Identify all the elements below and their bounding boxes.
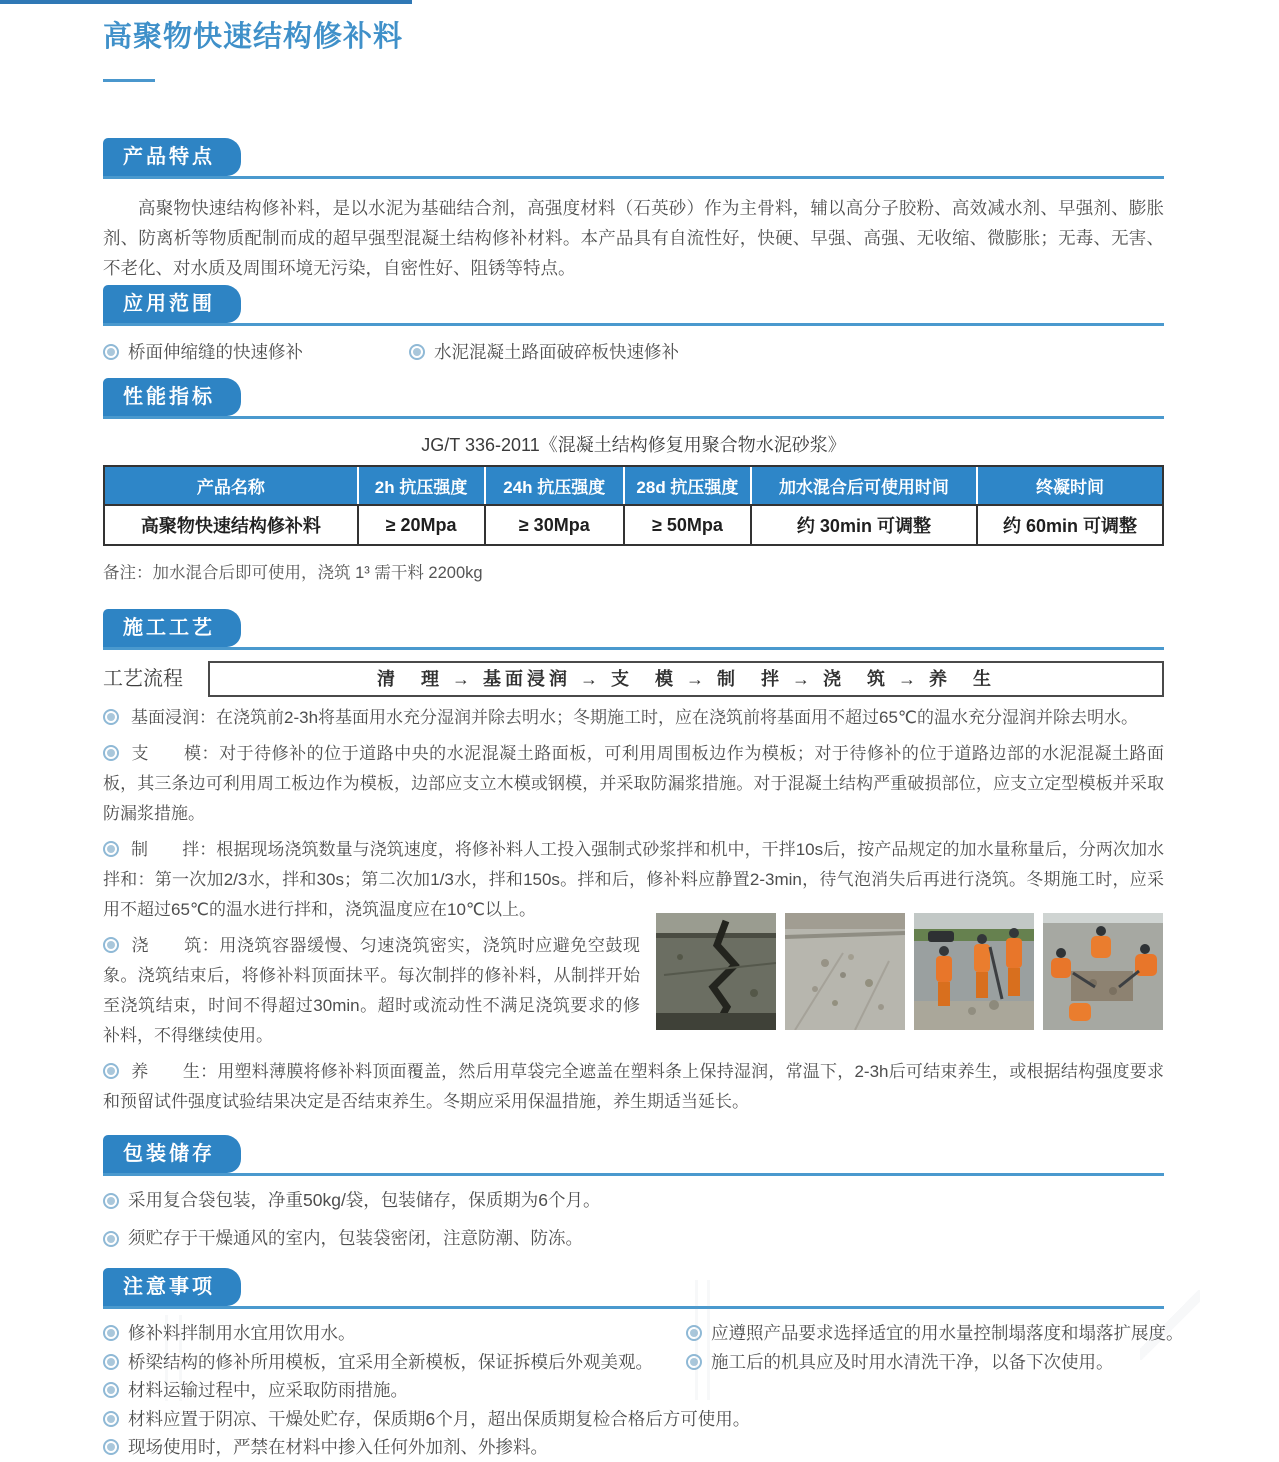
process-flow-row	[103, 661, 1164, 697]
note-item-label: 材料运输过程中，应采取防雨措施。	[128, 1380, 408, 1400]
step-text: 根据现场浇筑数量与浇筑速度，将修补料人工投入强制式砂浆拌和机中，干拌10s后，按产品规定的加水量称量后，分两次加水拌和：第一次加2/3水，拌和30s；第二次加1/3水，拌和150s。拌和后，修补料应静置2-3min，待气泡消失后再进行浇筑。冬期施工时，应采用不超过65℃的温水进行拌和，浇筑温度应在10℃以上。	[103, 840, 1164, 919]
flow-label: 工艺流程	[103, 668, 183, 690]
note-item-label: 桥梁结构的修补所用模板，宜采用全新模板，保证拆模后外观美观。	[128, 1351, 653, 1372]
column-header: 终凝时间	[978, 467, 1162, 504]
note-item-label: 施工后的机具应及时用水清洗干净，以备下次使用。	[711, 1351, 1114, 1372]
list-item	[103, 1376, 686, 1405]
application-list	[103, 338, 1164, 366]
list-item	[103, 1348, 686, 1377]
ring-bullet-icon	[103, 1382, 119, 1398]
packaging-item-label: 采用复合袋包装，净重50kg/袋，包装储存，保质期为6个月。	[128, 1190, 601, 1210]
column-header: 24h 抗压强度	[486, 467, 626, 504]
section-header-process	[103, 609, 1164, 650]
process-step-soaking	[103, 703, 1164, 733]
section-header-packaging	[103, 1135, 1164, 1176]
list-item	[103, 1187, 1164, 1214]
list-item	[103, 1319, 686, 1348]
product-datasheet-page	[103, 0, 1184, 1462]
column-header: 28d 抗压强度	[625, 467, 752, 504]
table-cell: ≥ 30Mpa	[486, 504, 626, 544]
notes-tab-label: 注意事项	[103, 1268, 241, 1306]
standard-caption: JG/T 336-2011《混凝土结构修复用聚合物水泥砂浆》	[421, 435, 846, 455]
table-cell: ≥ 20Mpa	[359, 504, 486, 544]
ring-bullet-icon	[103, 1325, 119, 1341]
ring-bullet-icon	[103, 1354, 119, 1370]
table-cell: 约 60min 可调整	[978, 504, 1162, 544]
workers-repairing-photo	[1043, 913, 1163, 1030]
construction-photos	[656, 913, 1164, 1030]
ring-bullet-icon	[103, 937, 119, 953]
application-item-label: 水泥混凝土路面破碎板快速修补	[434, 342, 679, 362]
process-step-formwork	[103, 739, 1164, 829]
process-tab-label: 施工工艺	[103, 609, 241, 647]
notes-list	[103, 1319, 1184, 1462]
table-footnote: 备注：加水混合后即可使用，浇筑 1³ 需干料 2200kg	[103, 564, 483, 582]
process-step-pouring-wrap	[103, 931, 1164, 1051]
column-header: 加水混合后可使用时间	[752, 467, 978, 504]
performance-tab-label: 性能指标	[103, 378, 241, 416]
page-title: 高聚物快速结构修补料	[103, 21, 404, 53]
step-label: 基面浸润：	[131, 708, 216, 727]
step-text: 对于待修补的位于道路中央的水泥混凝土路面板，可利用周围板边作为模板；对于待修补的位于道路边部的水泥混凝土路面板，其三条边可利用周工板边作为模板，边部应支立木模或钢模，并采取防漏浆措施。对于混凝土结构严重破损部位，应支立定型模板并采取防漏浆措施。	[103, 744, 1165, 823]
flow-sequence-box: 清 理 → 基面浸润 → 支 模 → 制 拌 → 浇 筑 → 养 生	[208, 661, 1164, 697]
ring-bullet-icon	[686, 1354, 702, 1370]
section-header-performance	[103, 378, 1164, 419]
table-cell: ≥ 50Mpa	[625, 504, 752, 544]
cracked-pavement-photo	[656, 913, 776, 1030]
ring-bullet-icon	[409, 344, 425, 360]
list-item	[103, 1225, 1164, 1252]
column-header: 2h 抗压强度	[359, 467, 486, 504]
table-header-row	[105, 467, 1162, 504]
note-item-label: 材料应置于阴凉、干燥处贮存，保质期6个月，超出保质期复检合格后方可使用。	[128, 1408, 751, 1429]
column-header: 产品名称	[105, 467, 359, 504]
packaging-item-label: 须贮存于干燥通风的室内，包装袋密闭，注意防潮、防冻。	[128, 1228, 583, 1248]
ring-bullet-icon	[103, 841, 119, 857]
ring-bullet-icon	[103, 745, 119, 761]
section-header-application	[103, 285, 1164, 326]
ring-bullet-icon	[103, 1063, 119, 1079]
table-cell: 高聚物快速结构修补料	[105, 504, 359, 544]
list-item	[686, 1319, 1184, 1348]
ring-bullet-icon	[103, 1439, 119, 1455]
process-step-mixing	[103, 835, 1164, 925]
ring-bullet-icon	[103, 1193, 119, 1209]
step-text: 用塑料薄膜将修补料顶面覆盖，然后用草袋完全遮盖在塑料条上保持湿润，常温下，2-3h后可结束养生，或根据结构强度要求和预留试件强度试验结果决定是否结束养生。冬期应采用保温措施，养生期适当延长。	[103, 1062, 1165, 1111]
performance-table	[103, 465, 1164, 546]
table-row	[105, 504, 1162, 544]
damaged-concrete-photo	[785, 913, 905, 1030]
section-header-notes	[103, 1268, 1164, 1309]
features-tab-label: 产品特点	[103, 138, 241, 176]
ring-bullet-icon	[103, 344, 119, 360]
step-label: 浇 筑：	[131, 936, 220, 955]
features-paragraph: 高聚物快速结构修补料，是以水泥为基础结合剂，高强度材料（石英砂）作为主骨料，辅以高分子胶粉、高效减水剂、早强剂、膨胀剂、防离析等物质配制而成的超早强型混凝土结构修补材料。本产品具有自流性好，快硬、早强、高强、无收缩、微膨胀；无毒、无害、不老化、对水质及周围环境无污染，自密性好、阻锈等特点。	[103, 198, 1164, 278]
application-item-label: 桥面伸缩缝的快速修补	[128, 342, 303, 362]
step-text: 用浇筑容器缓慢、匀速浇筑密实，浇筑时应避免空鼓现象。浇筑结束后，将修补料顶面抹平。每次制拌的修补料，从制拌开始至浇筑结束，时间不得超过30min。超时或流动性不满足浇筑要求的修补料，不得继续使用。	[103, 936, 641, 1045]
section-header-features	[103, 138, 1164, 179]
ring-bullet-icon	[103, 1411, 119, 1427]
application-tab-label: 应用范围	[103, 285, 241, 323]
packaging-tab-label: 包装储存	[103, 1135, 241, 1173]
step-label: 养 生：	[131, 1062, 218, 1081]
step-label: 支 模：	[131, 744, 220, 763]
step-text: 在浇筑前2-3h将基面用水充分湿润并除去明水；冬期施工时，应在浇筑前将基面用不超过65℃的温水充分湿润并除去明水。	[216, 708, 1139, 727]
note-item-label: 现场使用时，严禁在材料中掺入任何外加剂、外掺料。	[128, 1437, 548, 1457]
workers-demolition-photo	[914, 913, 1034, 1030]
note-item-label: 修补料拌制用水宜用饮用水。	[128, 1323, 356, 1343]
process-step-curing	[103, 1057, 1164, 1117]
list-item	[103, 1405, 751, 1434]
list-item	[409, 338, 679, 366]
table-cell: 约 30min 可调整	[752, 504, 978, 544]
list-item	[686, 1348, 1184, 1377]
ring-bullet-icon	[103, 1231, 119, 1247]
title-underline	[103, 79, 155, 82]
list-item	[103, 338, 409, 366]
note-item-label: 应遵照产品要求选择适宜的用水量控制塌落度和塌落扩展度。	[711, 1323, 1184, 1343]
ring-bullet-icon	[686, 1325, 702, 1341]
step-label: 制 拌：	[131, 840, 217, 859]
ring-bullet-icon	[103, 709, 119, 725]
list-item	[103, 1433, 686, 1462]
